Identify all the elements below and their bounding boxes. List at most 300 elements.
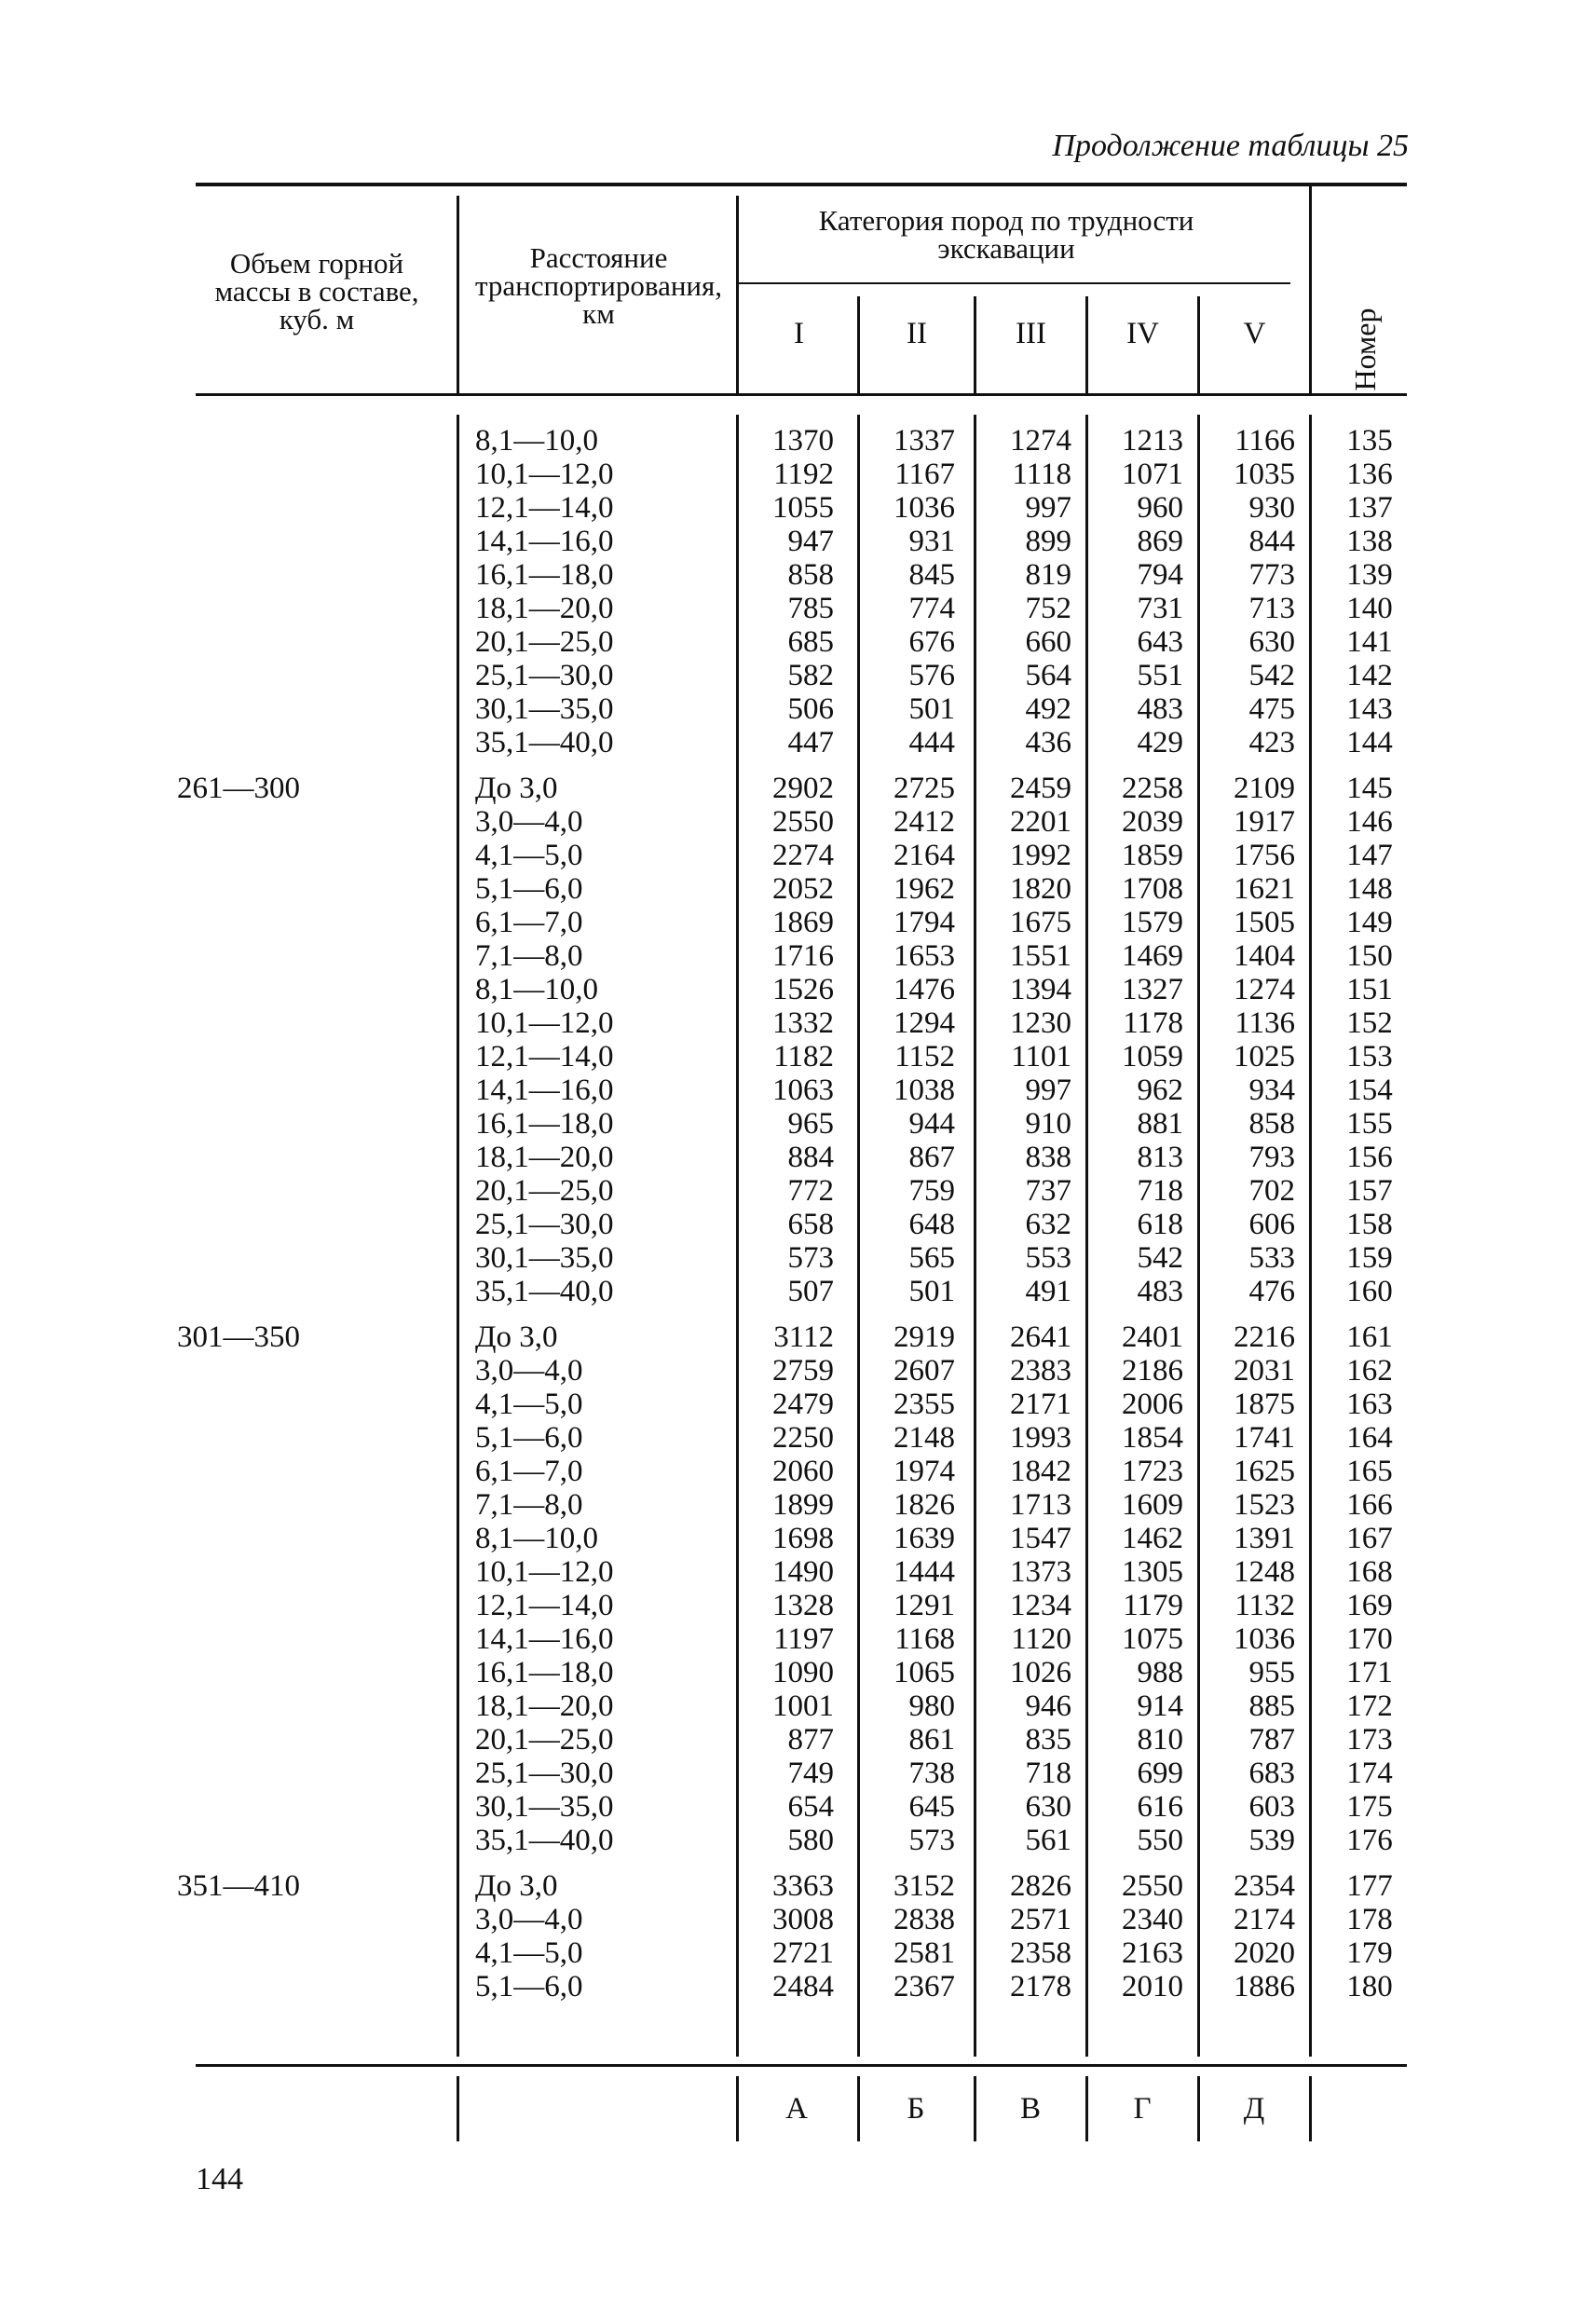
row-number: 167	[1346, 1522, 1393, 1555]
category-value: 787	[1248, 1723, 1295, 1757]
category-value: 930	[1248, 491, 1295, 525]
distance-range: 30,1—35,0	[475, 1241, 614, 1275]
category-value: 2060	[772, 1455, 834, 1488]
category-value: 2358	[1010, 1936, 1071, 1970]
table-row	[0, 1723, 1596, 1757]
row-number: 144	[1346, 726, 1393, 759]
category-value: 618	[1137, 1208, 1183, 1241]
category-value: 2838	[893, 1903, 955, 1936]
category-value: 423	[1248, 726, 1295, 759]
table-row	[0, 592, 1596, 625]
category-value: 960	[1137, 491, 1183, 525]
distance-range: 4,1—5,0	[475, 1936, 583, 1970]
category-value: 683	[1248, 1757, 1295, 1790]
distance-range: 25,1—30,0	[475, 1208, 614, 1241]
row-number: 157	[1346, 1174, 1393, 1208]
category-value: 553	[1025, 1241, 1071, 1275]
row-number: 148	[1346, 872, 1393, 906]
category-value: 965	[787, 1107, 834, 1141]
category-value: 1869	[772, 906, 834, 939]
distance-range: 18,1—20,0	[475, 1141, 614, 1174]
category-value: 1274	[1234, 973, 1295, 1006]
category-value: 1794	[893, 906, 955, 939]
volume-range: 351—410	[177, 1869, 300, 1903]
distance-range: 20,1—25,0	[475, 625, 614, 659]
category-value: 838	[1025, 1141, 1071, 1174]
category-value: 1332	[772, 1006, 834, 1040]
distance-range: 14,1—16,0	[475, 525, 614, 558]
row-number: 165	[1346, 1455, 1393, 1488]
category-value: 483	[1137, 1275, 1183, 1308]
category-value: 2383	[1010, 1354, 1071, 1388]
category-value: 1404	[1234, 939, 1295, 973]
table-row	[0, 491, 1596, 525]
category-value: 1917	[1234, 805, 1295, 839]
row-number: 172	[1346, 1689, 1393, 1723]
category-value: 1854	[1122, 1421, 1183, 1455]
category-value: 603	[1248, 1790, 1295, 1824]
category-value: 1609	[1122, 1488, 1183, 1522]
header-category: Категория пород по трудности экскавации	[818, 204, 1194, 265]
distance-range: 3,0—4,0	[475, 1354, 583, 1388]
category-value: 2355	[893, 1388, 955, 1421]
category-value: 1505	[1234, 906, 1295, 939]
row-number: 170	[1346, 1622, 1393, 1656]
category-value: 1962	[893, 872, 955, 906]
category-value: 3152	[893, 1869, 955, 1903]
category-value: 1621	[1234, 872, 1295, 906]
category-value: 881	[1137, 1107, 1183, 1141]
category-value: 2148	[893, 1421, 955, 1455]
table-row	[0, 1790, 1596, 1824]
table-row	[0, 692, 1596, 726]
category-value: 1230	[1010, 1006, 1071, 1040]
category-value: 1327	[1122, 973, 1183, 1006]
table-row	[0, 1275, 1596, 1308]
category-value: 2163	[1122, 1936, 1183, 1970]
table-row	[0, 1936, 1596, 1970]
category-value: 1625	[1234, 1455, 1295, 1488]
category-value: 1168	[894, 1622, 955, 1656]
category-value: 752	[1025, 592, 1071, 625]
distance-range: 3,0—4,0	[475, 1903, 583, 1936]
category-value: 1167	[894, 458, 955, 491]
category-value: 2571	[1010, 1903, 1071, 1936]
category-value: 444	[908, 726, 955, 759]
table-row	[0, 1555, 1596, 1589]
category-value: 616	[1137, 1790, 1183, 1824]
category-value: 2725	[893, 772, 955, 805]
category-value: 810	[1137, 1723, 1183, 1757]
distance-range: 18,1—20,0	[475, 1689, 614, 1723]
category-value: 475	[1248, 692, 1295, 726]
table-row	[0, 1824, 1596, 1857]
category-value: 1036	[893, 491, 955, 525]
category-value: 1526	[772, 973, 834, 1006]
category-value: 565	[908, 1241, 955, 1275]
row-number: 160	[1346, 1275, 1393, 1308]
category-value: 1337	[893, 424, 955, 458]
distance-range: 6,1—7,0	[475, 1455, 583, 1488]
category-value: 877	[787, 1723, 834, 1757]
category-value: 2109	[1234, 772, 1295, 805]
table-row	[0, 1455, 1596, 1488]
category-value: 676	[908, 625, 955, 659]
category-value: 946	[1025, 1689, 1071, 1723]
row-number: 155	[1346, 1107, 1393, 1141]
row-number: 147	[1346, 839, 1393, 872]
table-row	[0, 1354, 1596, 1388]
category-value: 1859	[1122, 839, 1183, 872]
category-value: 1291	[893, 1589, 955, 1622]
table-row	[0, 424, 1596, 458]
distance-range: 7,1—8,0	[475, 1488, 583, 1522]
table-row	[0, 1107, 1596, 1141]
category-value: 1370	[772, 424, 834, 458]
row-number: 143	[1346, 692, 1393, 726]
category-value: 1120	[1011, 1622, 1071, 1656]
row-number: 162	[1346, 1354, 1393, 1388]
table-row	[0, 1622, 1596, 1656]
footer-letter-d: Д	[1243, 2092, 1265, 2126]
distance-range: 8,1—10,0	[475, 973, 598, 1006]
category-value: 772	[787, 1174, 834, 1208]
header-divider	[1309, 186, 1312, 393]
row-number: 154	[1346, 1073, 1393, 1107]
category-value: 658	[787, 1208, 834, 1241]
category-value: 1065	[893, 1656, 955, 1689]
category-value: 2171	[1010, 1388, 1071, 1421]
row-number: 156	[1346, 1141, 1393, 1174]
row-number: 166	[1346, 1488, 1393, 1522]
category-value: 869	[1137, 525, 1183, 558]
row-number: 141	[1346, 625, 1393, 659]
category-value: 648	[908, 1208, 955, 1241]
category-value: 1547	[1010, 1522, 1071, 1555]
distance-range: 14,1—16,0	[475, 1622, 614, 1656]
category-value: 573	[908, 1824, 955, 1857]
category-value: 606	[1248, 1208, 1295, 1241]
category-value: 1063	[772, 1073, 834, 1107]
table-row	[0, 1689, 1596, 1723]
table-row	[0, 872, 1596, 906]
category-value: 1394	[1010, 973, 1071, 1006]
category-value: 2039	[1122, 805, 1183, 839]
category-value: 2010	[1122, 1970, 1183, 2003]
category-value: 654	[787, 1790, 834, 1824]
category-value: 1826	[893, 1488, 955, 1522]
distance-range: 5,1—6,0	[475, 1421, 583, 1455]
row-number: 171	[1346, 1656, 1393, 1689]
category-value: 533	[1248, 1241, 1295, 1275]
table-row	[0, 1141, 1596, 1174]
distance-range: 3,0—4,0	[475, 805, 583, 839]
category-value: 630	[1248, 625, 1295, 659]
row-number: 163	[1346, 1388, 1393, 1421]
row-number: 180	[1346, 1970, 1393, 2003]
category-value: 1476	[893, 973, 955, 1006]
category-value: 980	[908, 1689, 955, 1723]
category-value: 1490	[772, 1555, 834, 1589]
row-number: 139	[1346, 558, 1393, 592]
category-value: 542	[1137, 1241, 1183, 1275]
distance-range: 30,1—35,0	[475, 692, 614, 726]
category-value: 1192	[773, 458, 834, 491]
category-value: 1875	[1234, 1388, 1295, 1421]
distance-range: 10,1—12,0	[475, 1555, 614, 1589]
distance-range: 20,1—25,0	[475, 1174, 614, 1208]
distance-range: 16,1—18,0	[475, 558, 614, 592]
distance-range: 35,1—40,0	[475, 1824, 614, 1857]
footer-letter-b: Б	[907, 2092, 925, 2126]
table-row	[0, 1757, 1596, 1790]
row-number: 138	[1346, 525, 1393, 558]
row-number: 146	[1346, 805, 1393, 839]
category-value: 793	[1248, 1141, 1295, 1174]
category-value: 2274	[772, 839, 834, 872]
table-row	[0, 973, 1596, 1006]
category-value: 738	[908, 1757, 955, 1790]
category-value: 564	[1025, 659, 1071, 692]
category-value: 844	[1248, 525, 1295, 558]
category-value: 1152	[894, 1040, 955, 1073]
table-row	[0, 1040, 1596, 1073]
category-value: 1197	[773, 1622, 834, 1656]
row-number: 150	[1346, 939, 1393, 973]
header-distance: Расстояние транспортирования, км	[475, 241, 723, 330]
category-value: 1025	[1234, 1040, 1295, 1073]
distance-range: 35,1—40,0	[475, 726, 614, 759]
category-value: 997	[1025, 491, 1071, 525]
category-value: 1723	[1122, 1455, 1183, 1488]
category-value: 1993	[1010, 1421, 1071, 1455]
category-value: 1059	[1122, 1040, 1183, 1073]
table-row	[0, 1421, 1596, 1455]
category-value: 1035	[1234, 458, 1295, 491]
distance-range: До 3,0	[475, 1869, 558, 1903]
category-value: 2919	[893, 1320, 955, 1354]
category-value: 1101	[1011, 1040, 1071, 1073]
category-value: 2484	[772, 1970, 834, 2003]
category-value: 1274	[1010, 424, 1071, 458]
category-value: 1178	[1123, 1006, 1183, 1040]
category-value: 861	[908, 1723, 955, 1757]
row-number: 176	[1346, 1824, 1393, 1857]
row-number: 136	[1346, 458, 1393, 491]
row-number: 137	[1346, 491, 1393, 525]
category-value: 785	[787, 592, 834, 625]
table-row	[0, 558, 1596, 592]
row-number: 158	[1346, 1208, 1393, 1241]
row-number: 140	[1346, 592, 1393, 625]
category-value: 1713	[1010, 1488, 1071, 1522]
category-value: 2258	[1122, 772, 1183, 805]
category-value: 2721	[772, 1936, 834, 1970]
page-number: 144	[196, 2162, 243, 2196]
category-value: 2412	[893, 805, 955, 839]
category-value: 576	[908, 659, 955, 692]
distance-range: 16,1—18,0	[475, 1107, 614, 1141]
category-value: 561	[1025, 1824, 1071, 1857]
distance-range: 6,1—7,0	[475, 906, 583, 939]
category-value: 2902	[772, 772, 834, 805]
header-divider	[457, 196, 459, 393]
row-number: 151	[1346, 973, 1393, 1006]
footer-letter-a: А	[785, 2092, 808, 2126]
category-value: 2354	[1234, 1869, 1295, 1903]
category-value: 1182	[773, 1040, 834, 1073]
row-number: 164	[1346, 1421, 1393, 1455]
category-value: 1055	[772, 491, 834, 525]
category-value: 845	[908, 558, 955, 592]
category-value: 573	[787, 1241, 834, 1275]
category-value: 2641	[1010, 1320, 1071, 1354]
table-row	[0, 525, 1596, 558]
category-value: 1462	[1122, 1522, 1183, 1555]
category-value: 1166	[1235, 424, 1295, 458]
category-value: 1036	[1234, 1622, 1295, 1656]
category-value: 1579	[1122, 906, 1183, 939]
category-value: 1038	[893, 1073, 955, 1107]
category-value: 1469	[1122, 939, 1183, 973]
category-value: 962	[1137, 1073, 1183, 1107]
distance-range: 25,1—30,0	[475, 659, 614, 692]
distance-range: 25,1—30,0	[475, 1757, 614, 1790]
category-value: 1118	[1012, 458, 1071, 491]
category-value: 955	[1248, 1656, 1295, 1689]
category-value: 2201	[1010, 805, 1071, 839]
category-value: 1373	[1010, 1555, 1071, 1589]
category-value: 774	[908, 592, 955, 625]
category-value: 910	[1025, 1107, 1071, 1141]
row-number: 175	[1346, 1790, 1393, 1824]
category-value: 1653	[893, 939, 955, 973]
distance-range: 7,1—8,0	[475, 939, 583, 973]
row-number: 145	[1346, 772, 1393, 805]
row-number: 149	[1346, 906, 1393, 939]
category-value: 2216	[1234, 1320, 1295, 1354]
category-value: 1974	[893, 1455, 955, 1488]
category-value: 867	[908, 1141, 955, 1174]
category-value: 1675	[1010, 906, 1071, 939]
row-number: 153	[1346, 1040, 1393, 1073]
category-value: 885	[1248, 1689, 1295, 1723]
category-value: 436	[1025, 726, 1071, 759]
row-number: 179	[1346, 1936, 1393, 1970]
distance-range: 10,1—12,0	[475, 1006, 614, 1040]
table-top-rule	[196, 183, 1407, 186]
category-value: 429	[1137, 726, 1183, 759]
category-value: 3112	[773, 1320, 834, 1354]
category-value: 632	[1025, 1208, 1071, 1241]
category-value: 551	[1137, 659, 1183, 692]
category-value: 835	[1025, 1723, 1071, 1757]
distance-range: До 3,0	[475, 772, 558, 805]
table-row	[0, 1488, 1596, 1522]
distance-range: 4,1—5,0	[475, 839, 583, 872]
category-value: 699	[1137, 1757, 1183, 1790]
category-value: 483	[1137, 692, 1183, 726]
category-value: 1305	[1122, 1555, 1183, 1589]
header-category-iv: IV	[1126, 317, 1159, 350]
category-value: 1248	[1234, 1555, 1295, 1589]
table-row	[0, 659, 1596, 692]
footer-divider	[736, 2076, 739, 2141]
table-row	[0, 1073, 1596, 1107]
header-category-v: V	[1243, 317, 1266, 350]
row-number: 173	[1346, 1723, 1393, 1757]
category-value: 3363	[772, 1869, 834, 1903]
distance-range: 12,1—14,0	[475, 1040, 614, 1073]
category-value: 702	[1248, 1174, 1295, 1208]
category-value: 2479	[772, 1388, 834, 1421]
category-value: 899	[1025, 525, 1071, 558]
table-row	[0, 458, 1596, 491]
row-number: 177	[1346, 1869, 1393, 1903]
footer-letter-v: В	[1019, 2092, 1041, 2126]
distance-range: 10,1—12,0	[475, 458, 614, 491]
table-row	[0, 805, 1596, 839]
table-caption: Продолжение таблицы 25	[1052, 129, 1409, 163]
category-value: 447	[787, 726, 834, 759]
table-row	[0, 839, 1596, 872]
category-value: 1328	[772, 1589, 834, 1622]
category-value: 1551	[1010, 939, 1071, 973]
category-value: 858	[1248, 1107, 1295, 1141]
volume-range: 261—300	[177, 772, 300, 805]
category-value: 492	[1025, 692, 1071, 726]
distance-range: 35,1—40,0	[475, 1275, 614, 1308]
category-value: 643	[1137, 625, 1183, 659]
category-value: 2031	[1234, 1354, 1295, 1388]
distance-range: 20,1—25,0	[475, 1723, 614, 1757]
table-row	[0, 1869, 1596, 1903]
distance-range: 18,1—20,0	[475, 592, 614, 625]
category-value: 1716	[772, 939, 834, 973]
category-value: 1071	[1122, 458, 1183, 491]
category-value: 819	[1025, 558, 1071, 592]
row-number: 135	[1346, 424, 1393, 458]
category-value: 1136	[1235, 1006, 1295, 1040]
category-value: 2340	[1122, 1903, 1183, 1936]
category-value: 1026	[1010, 1656, 1071, 1689]
category-value: 2367	[893, 1970, 955, 2003]
distance-range: 16,1—18,0	[475, 1656, 614, 1689]
category-value: 580	[787, 1824, 834, 1857]
category-value: 718	[1137, 1174, 1183, 1208]
category-value: 2052	[772, 872, 834, 906]
category-value: 713	[1248, 592, 1295, 625]
category-value: 737	[1025, 1174, 1071, 1208]
category-value: 1741	[1234, 1421, 1295, 1455]
row-number: 169	[1346, 1589, 1393, 1622]
table-row	[0, 1006, 1596, 1040]
category-value: 542	[1248, 659, 1295, 692]
category-value: 884	[787, 1141, 834, 1174]
category-value: 550	[1137, 1824, 1183, 1857]
distance-range: 14,1—16,0	[475, 1073, 614, 1107]
category-value: 2459	[1010, 772, 1071, 805]
category-value: 1886	[1234, 1970, 1295, 2003]
category-value: 582	[787, 659, 834, 692]
category-value: 2250	[772, 1421, 834, 1455]
header-category-iii: III	[1016, 317, 1046, 350]
category-value: 931	[908, 525, 955, 558]
table-row	[0, 1208, 1596, 1241]
row-number: 178	[1346, 1903, 1393, 1936]
footer-letter-g: Г	[1133, 2092, 1152, 2126]
category-value: 2186	[1122, 1354, 1183, 1388]
